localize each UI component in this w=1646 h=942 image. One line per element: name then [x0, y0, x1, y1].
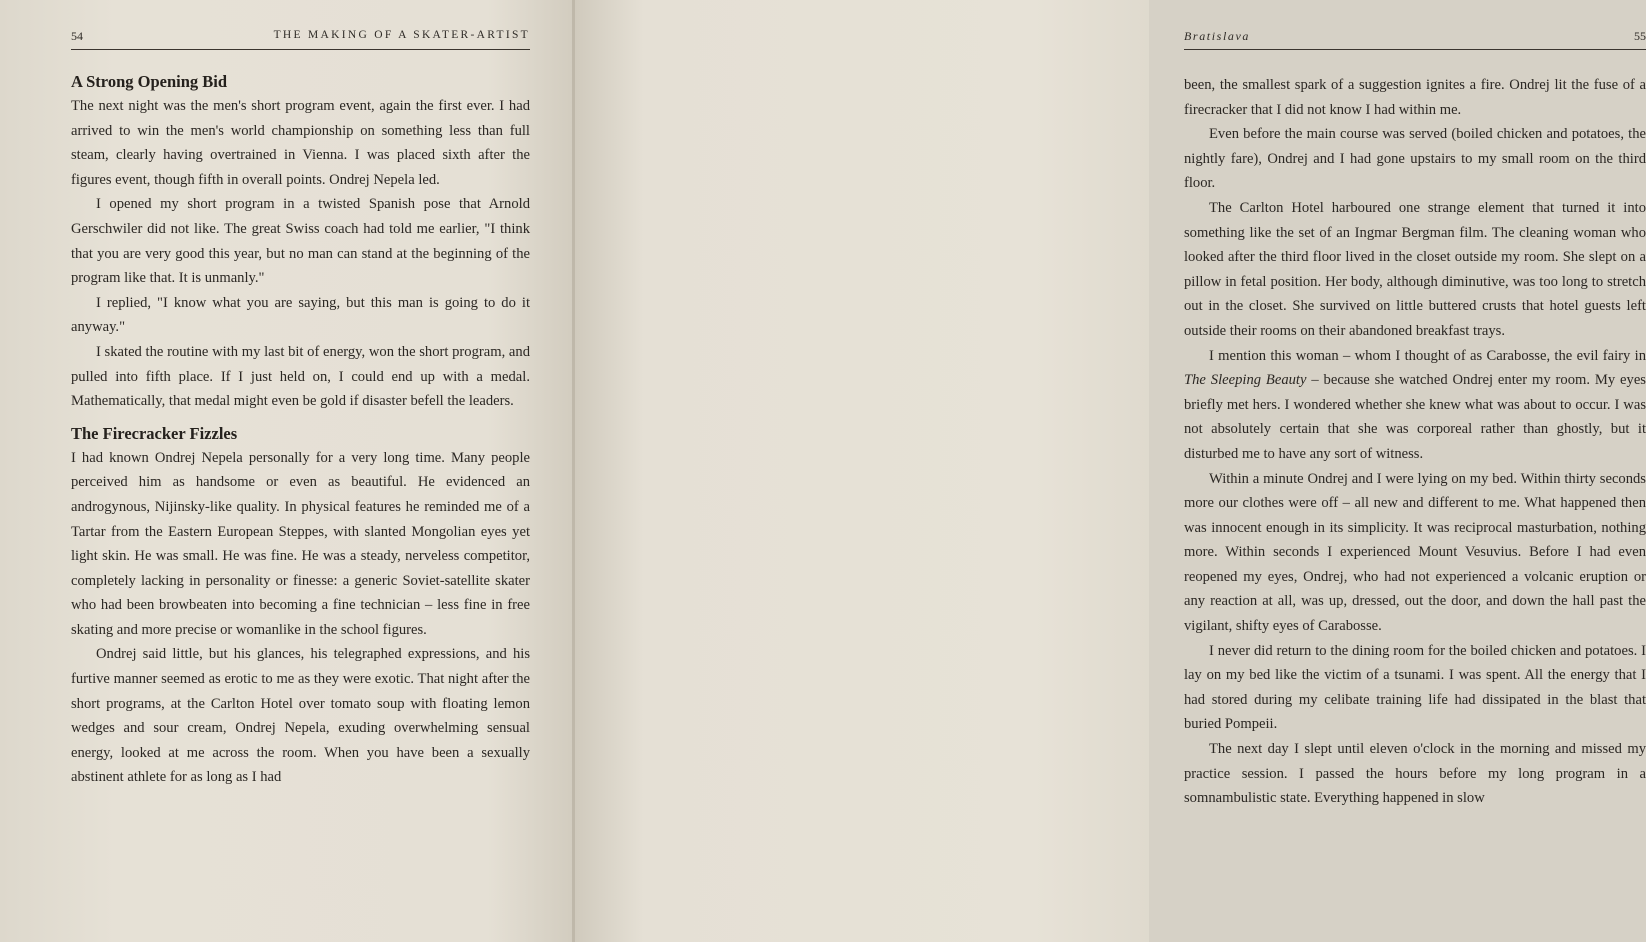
header-rule	[71, 49, 530, 50]
page-number: 54	[71, 29, 83, 43]
page-number: 55	[1634, 29, 1646, 43]
paragraph: been, the smallest spark of a suggestion ignites a fire. Ondrej lit the fuse of a firecracker that I did not know I had within me.	[1184, 77, 1646, 118]
right-page	[575, 0, 1646, 942]
paragraph: The next day I slept until eleven o'clock in the morning and missed my practice session. I passed the hours before my long program in a somnambulistic state. Everything happened in slow	[1184, 741, 1646, 807]
text-run: I mention this woman – whom I thought of as Carabosse, the evil fairy in	[1209, 347, 1646, 364]
paragraph: I skated the routine with my last bit of energy, won the short program, and pulled into fifth place. If I just held on, I could end up with a medal. Mathematically, that medal might even be gold if disaster befell the leaders.	[71, 343, 530, 410]
paragraph: Within a minute Ondrej and I were lying on my bed. Within thirty seconds more our clothes were off – all new and different to me. What happened then was innocent enough in its simplicity. It was reciprocal masturbation, nothing more. Within seconds I experienced Mount Vesuvius. Before I had even reopened my eyes, Ondrej, who had not experienced a volcanic eruption or any reaction at all, was up, dressed, out the door, and down the hall past the vigilant, shifty eyes of Carabosse.	[1184, 470, 1646, 635]
paragraph: I opened my short program in a twisted Spanish pose that Arnold Gerschwiler did not like. The great Swiss coach had told me earlier, "I think that you are very good this year, but no man can stand at the beginning of the program like that. It is unmanly."	[71, 196, 530, 287]
running-head: Bratislava	[1184, 29, 1250, 43]
paragraph: The Carlton Hotel harboured one strange element that turned it into something like the set of an Ingmar Bergman film. The cleaning woman who looked after the third floor lived in the closet outside my room. She slept on a pillow in fetal position. Her body, although diminutive, was too long to stretch out in the closet. She survived on little buttered crusts that hotel guests left outside their rooms on their abandoned breakfast trays.	[1184, 199, 1646, 339]
right-text-column	[1184, 73, 1646, 811]
work-title: The Sleeping Beauty	[1184, 372, 1307, 389]
paragraph: The next night was the men's short program event, again the first ever. I had arrived to win the men's world championship on something less than full steam, clearly having overtrained in Vienna. I was placed sixth after the figures event, though fifth in overall points. Ondrej Nepela led.	[71, 98, 530, 188]
section-heading: A Strong Opening Bid	[71, 72, 228, 91]
paragraph: I had known Ondrej Nepela personally for a very long time. Many people perceived him as handsome or even as beautiful. He evidenced an androgynous, Nijinsky-like quality. In physical features he reminded me of a Tartar from the Eastern European Steppes, with slanted Mongolian eyes yet light skin. He was small. He was fine. He was a steady, nerveless competitor, completely lacking in personality or finesse: a generic Soviet-satellite skater who had been browbeaten into becoming a fine technician – less fine in free skating and more precise or womanlike in the school figures.	[71, 449, 530, 638]
running-head: THE MAKING OF A SKATER-ARTIST	[273, 29, 530, 41]
left-page	[0, 0, 574, 942]
paragraph: I replied, "I know what you are saying, but this man is going to do it anyway."	[71, 294, 530, 336]
right-page-header	[1184, 29, 1646, 45]
left-page-header	[71, 29, 530, 45]
paragraph: Even before the main course was served (boiled chicken and potatoes, the nightly fare), Ondrej and I had gone upstairs to my small room on the third floor.	[1184, 126, 1646, 192]
paragraph: Ondrej said little, but his glances, his telegraphed expressions, and his furtive manner seemed as erotic to me as they were exotic. That night after the short programs, at the Carlton Hotel over tomato soup with floating lemon wedges and sour cream, Ondrej Nepela, exuding overwhelming sensual energy, looked at me across the room. When you have been a sexually abstinent athlete for as long as I had	[71, 646, 530, 786]
section-heading: The Firecracker Fizzles	[71, 423, 238, 443]
text-run: – because she watched Ondrej enter my room. My eyes briefly met hers. I wondered whether she knew what was about to occur. I was not absolutely certain that she was corporeal rather than ghostly, but it disturbed me to have any sort of witness.	[1184, 372, 1646, 462]
left-text-column	[71, 70, 530, 790]
paragraph	[1184, 344, 1646, 467]
paragraph: I never did return to the dining room for the boiled chicken and potatoes. I lay on my bed like the victim of a tsunami. I was spent. All the energy that I had stored during my celibate training life had dissipated in the blast that buried Pompeii.	[1184, 642, 1646, 733]
header-rule	[1184, 49, 1646, 50]
